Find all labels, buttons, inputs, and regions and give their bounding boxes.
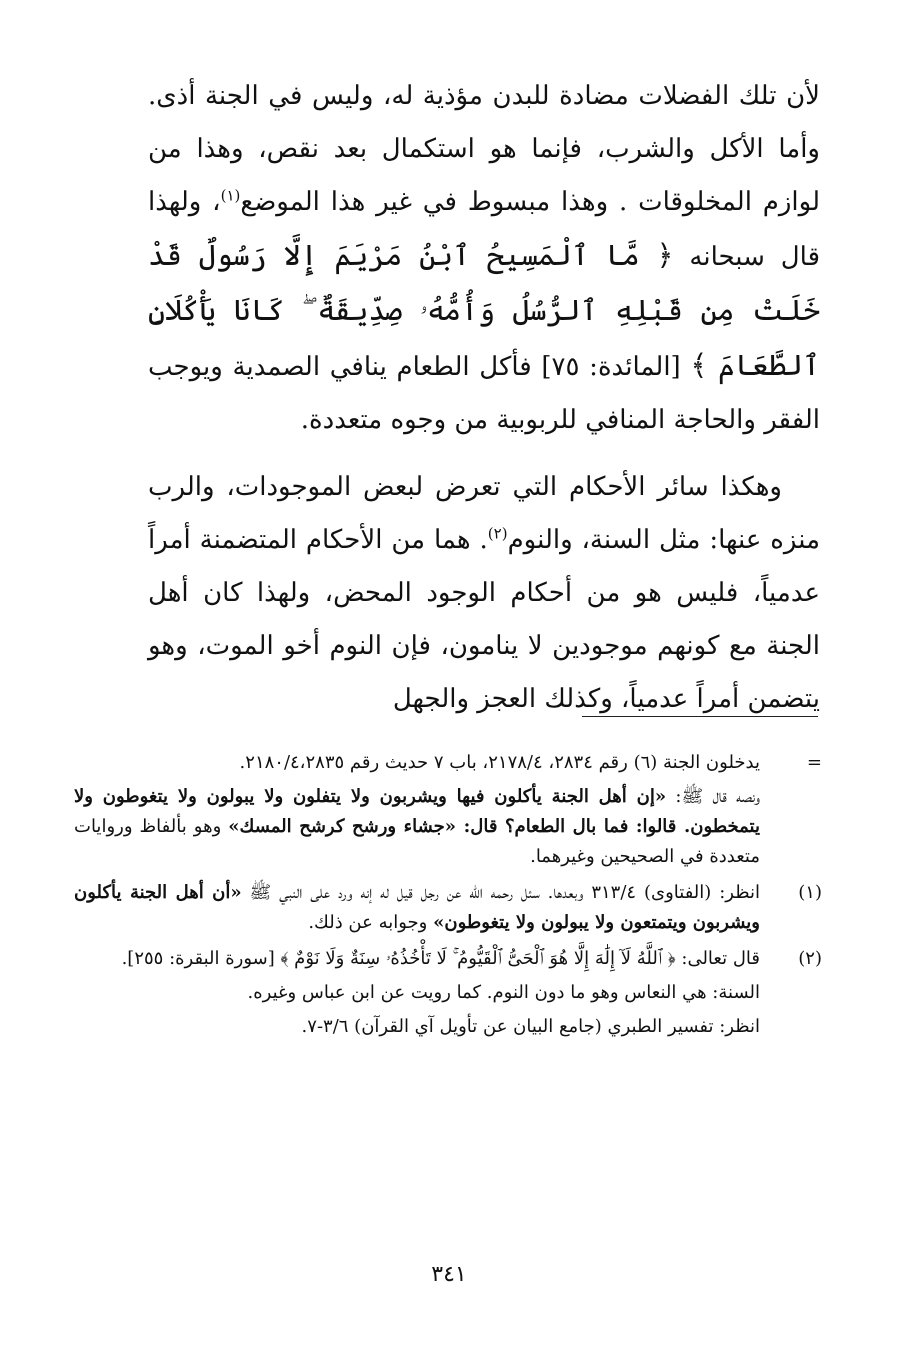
footnote-1-outro: وجوابه عن ذلك. (308, 912, 434, 933)
paragraph-2-text: وهكذا سائر الأحكام التي تعرض لبعض الموجودات، والرب منزه عنها: مثل السنة، والنوم (148, 472, 820, 555)
paragraph-2-text-b: . هما من الأحكام المتضمنة أمراً عدمياً، فليس هو من أحكام الوجود المحض، ولهذا كان أهل الجنة مع كونهم موجودين لا ينامون، فإن النوم أخو الموت، وهو يتضمن أمراً عدمياً، وكذلك العجز والجهل (148, 525, 820, 714)
quran-verse: ﴿ مَّا ٱلْمَسِيحُ ٱبْنُ مَرْيَمَ إِلَّا رَسُولٌ قَدْ خَلَتْ مِن قَبْلِهِ ٱلرُّسُلُ وَأُمُّهُۥ صِدِّيقَةٌ ۖ كَانَا يَأْكُلَانِ ٱلطَّعَامَ ﴾ (148, 238, 820, 382)
footnote-1-text (74, 878, 760, 938)
footnote-cont-line2 (74, 782, 760, 872)
hadith-text: «إن أهل الجنة يأكلون فيها ويشربون ولا يتفلون ولا يبولون ولا يتغوطون ولا يتمخطون. (74, 786, 760, 837)
paragraph-2 (148, 461, 820, 726)
footnote-1-hadith: «أن أهل الجنة يأكلون ويشربون ويتمتعون ولا يبولون ولا يتغوطون» (74, 882, 760, 933)
footnote-1-intro: انظر: (الفتاوى) ٣١٣/٤ وبعدها. سئل رحمه الله عن رجل قيل له إنه ورد على النبي ﷺ (241, 882, 760, 903)
hadith-note: وهو بألفاظ وروايات متعددة في الصحيحين وغيرهما. (74, 816, 760, 867)
footnote-ref-1: (١) (220, 186, 241, 205)
footnote-continuation (74, 748, 822, 872)
footnote-separator (582, 716, 818, 717)
hadith-question: قالوا: فما بال الطعام؟ قال: (456, 816, 684, 837)
hadith-answer: «جشاء ورشح كرشح المسك» (228, 816, 457, 837)
footnote-1 (74, 878, 822, 938)
footnote-2-intro: قال تعالى: (675, 948, 760, 969)
footnote-2 (74, 944, 822, 1042)
paragraph-1 (148, 70, 820, 447)
continuation-marker: = (806, 752, 822, 773)
hadith-intro: ونصه قال ﷺ: (666, 786, 761, 807)
footnote-2-source: انظر: تفسير الطبري (جامع البيان عن تأويل آي القرآن) ٣/٦-٧. (301, 1016, 760, 1037)
footnote-2-number: (٢) (798, 948, 822, 969)
page-number: ٣٤١ (431, 1262, 467, 1287)
footnote-2-definition: السنة: هي النعاس وهو ما دون النوم. كما رويت عن ابن عباس وغيره. (247, 982, 760, 1003)
footnote-1-number: (١) (798, 882, 822, 903)
footnotes (74, 748, 822, 1042)
footnote-2-verse-line (74, 944, 760, 974)
footnote-2-reference: [سورة البقرة: ٢٥٥]. (121, 948, 281, 969)
paragraph-1-text-b: ، ولهذا قال سبحانه (148, 187, 821, 272)
main-text (148, 70, 820, 726)
footnote-cont-line1: يدخلون الجنة (٦) رقم ٢٨٣٤، ٢١٧٨/٤، باب ٧ حديث رقم ٢١٨٠/٤،٢٨٣٥. (239, 752, 760, 773)
paragraph-1-text-c: [المائدة: ٧٥] فأكل الطعام ينافي الصمدية ويوجب الفقر والحاجة المنافي للربوبية من وجوه متعددة. (148, 352, 820, 435)
paragraph-1-text: لأن تلك الفضلات مضادة للبدن مؤذية له، وليس في الجنة أذى. وأما الأكل والشرب، فإنما هو استكمال بعد نقص، وهذا من لوازم المخلوقات . وهذا مبسوط في غير هذا الموضع (148, 81, 820, 217)
footnote-2-verse: ﴿ ٱللَّهُ لَآ إِلَٰهَ إِلَّا هُوَ ٱلْحَىُّ ٱلْقَيُّومُ ۚ لَا تَأْخُذُهُۥ سِنَةٌ وَلَا نَوْمٌ ﴾ (280, 948, 676, 969)
footnote-ref-2: (٢) (487, 524, 508, 543)
